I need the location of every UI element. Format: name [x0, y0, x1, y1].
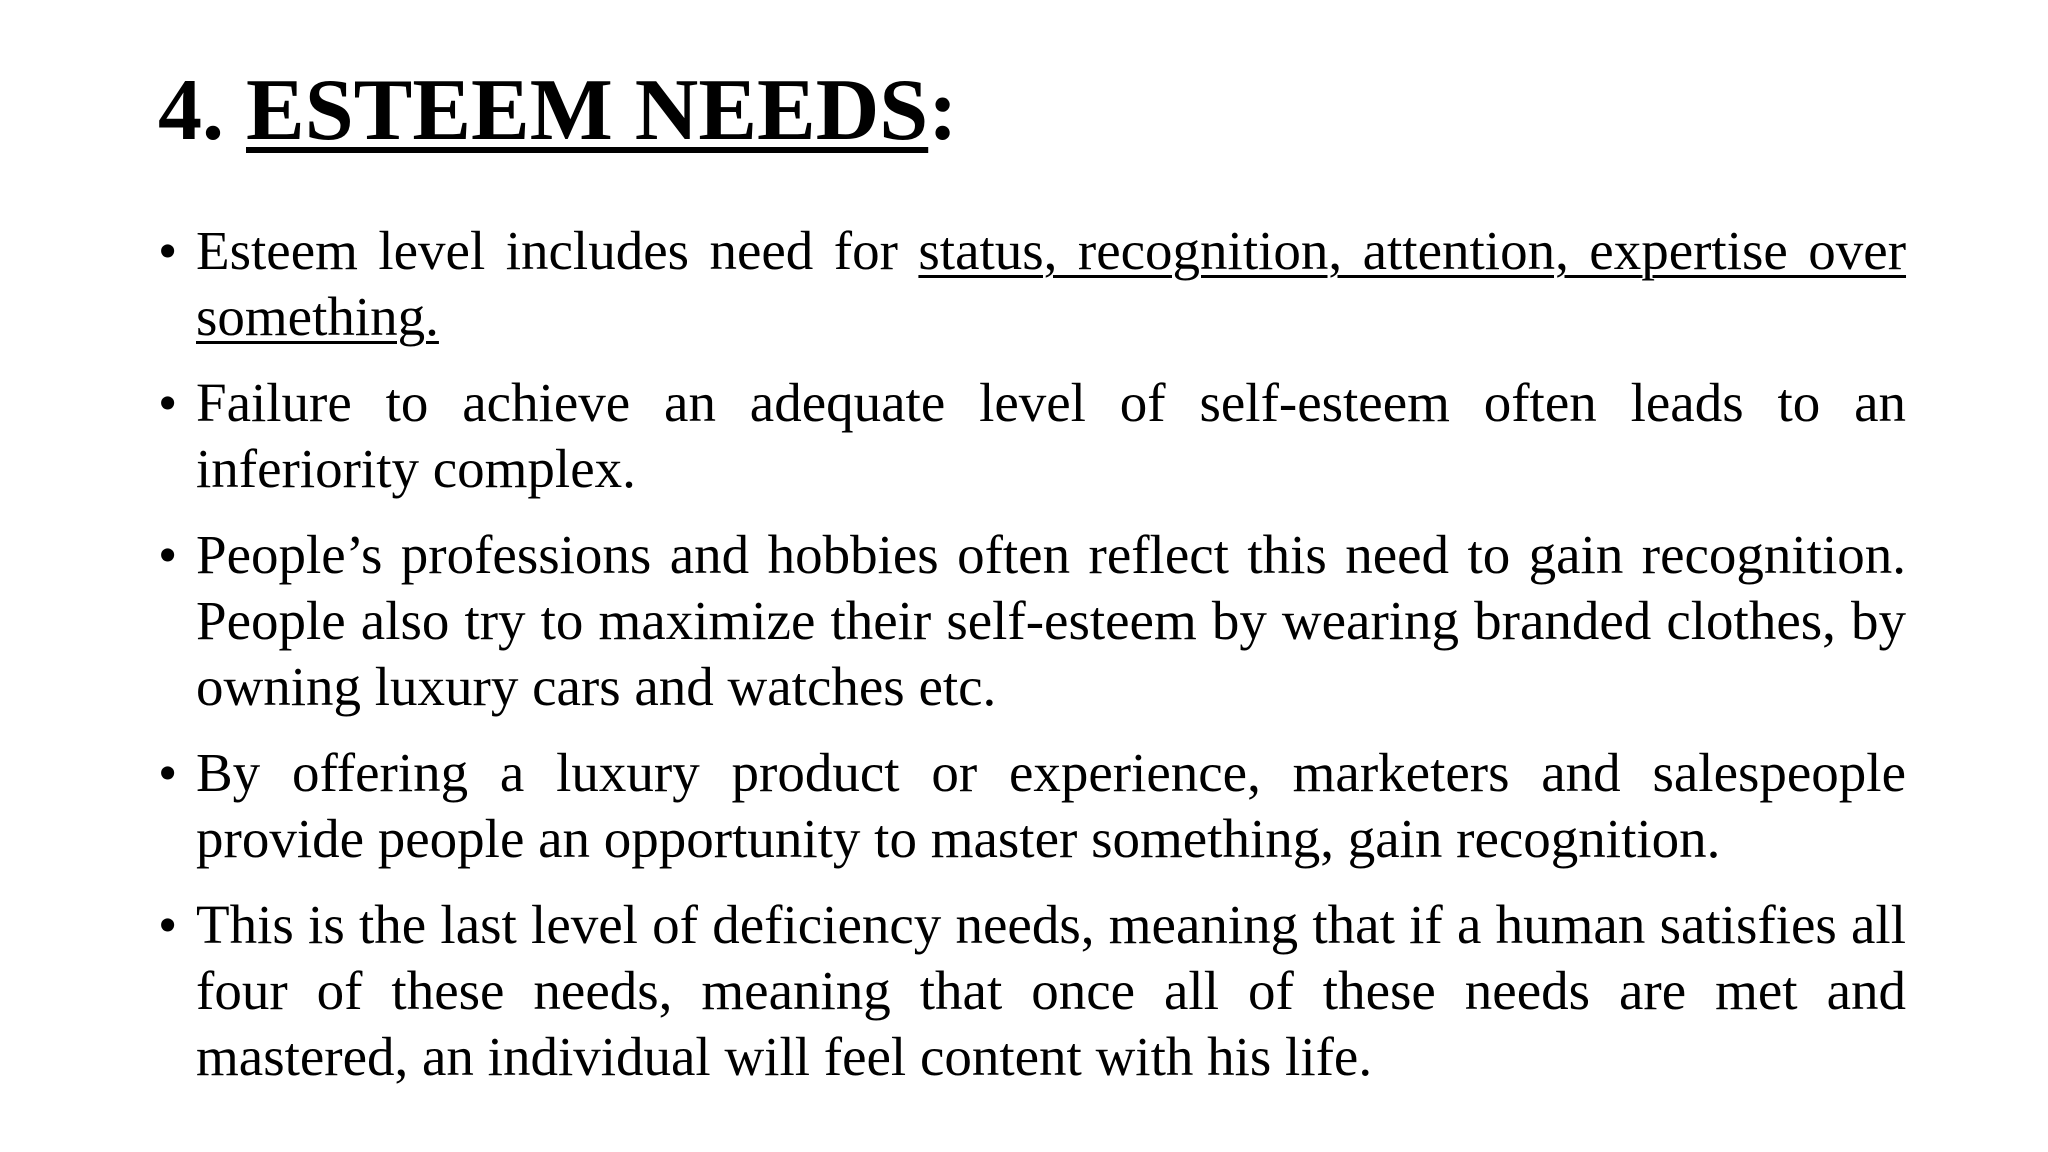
bullet-text: By offering a luxury product or experience, marketers and salespeople provide people an opportunity to master something, gain recognition.	[196, 742, 1906, 869]
bullet-text: Esteem level includes need for	[196, 220, 919, 281]
bullet-icon: •	[158, 220, 178, 281]
bullet-item	[158, 370, 1906, 502]
bullet-icon: •	[158, 894, 178, 955]
bullet-item	[158, 740, 1906, 872]
title-main: ESTEEM NEEDS	[246, 62, 929, 159]
slide-title	[158, 56, 958, 166]
bullet-item	[158, 522, 1906, 720]
bullet-text-underlined: status, recognition, attention, expertise over something.	[196, 220, 1907, 347]
bullet-icon: •	[158, 372, 178, 433]
bullet-icon: •	[158, 524, 178, 585]
bullet-item	[158, 892, 1906, 1090]
bullet-list	[158, 218, 1906, 1110]
bullet-text: People’s professions and hobbies often reflect this need to gain recognition. People also try to maximize their self-esteem by wearing branded clothes, by owning luxury cars and watches etc.	[196, 524, 1906, 717]
bullet-text: Failure to achieve an adequate level of self-esteem often leads to an inferiority complex.	[196, 372, 1906, 499]
title-number: 4.	[158, 62, 246, 159]
bullet-item	[158, 218, 1906, 350]
bullet-text: This is the last level of deficiency needs, meaning that if a human satisfies all four of these needs, meaning that once all of these needs are met and mastered, an individual will feel content with his life.	[196, 894, 1906, 1087]
bullet-icon: •	[158, 742, 178, 803]
title-suffix: :	[928, 62, 958, 159]
